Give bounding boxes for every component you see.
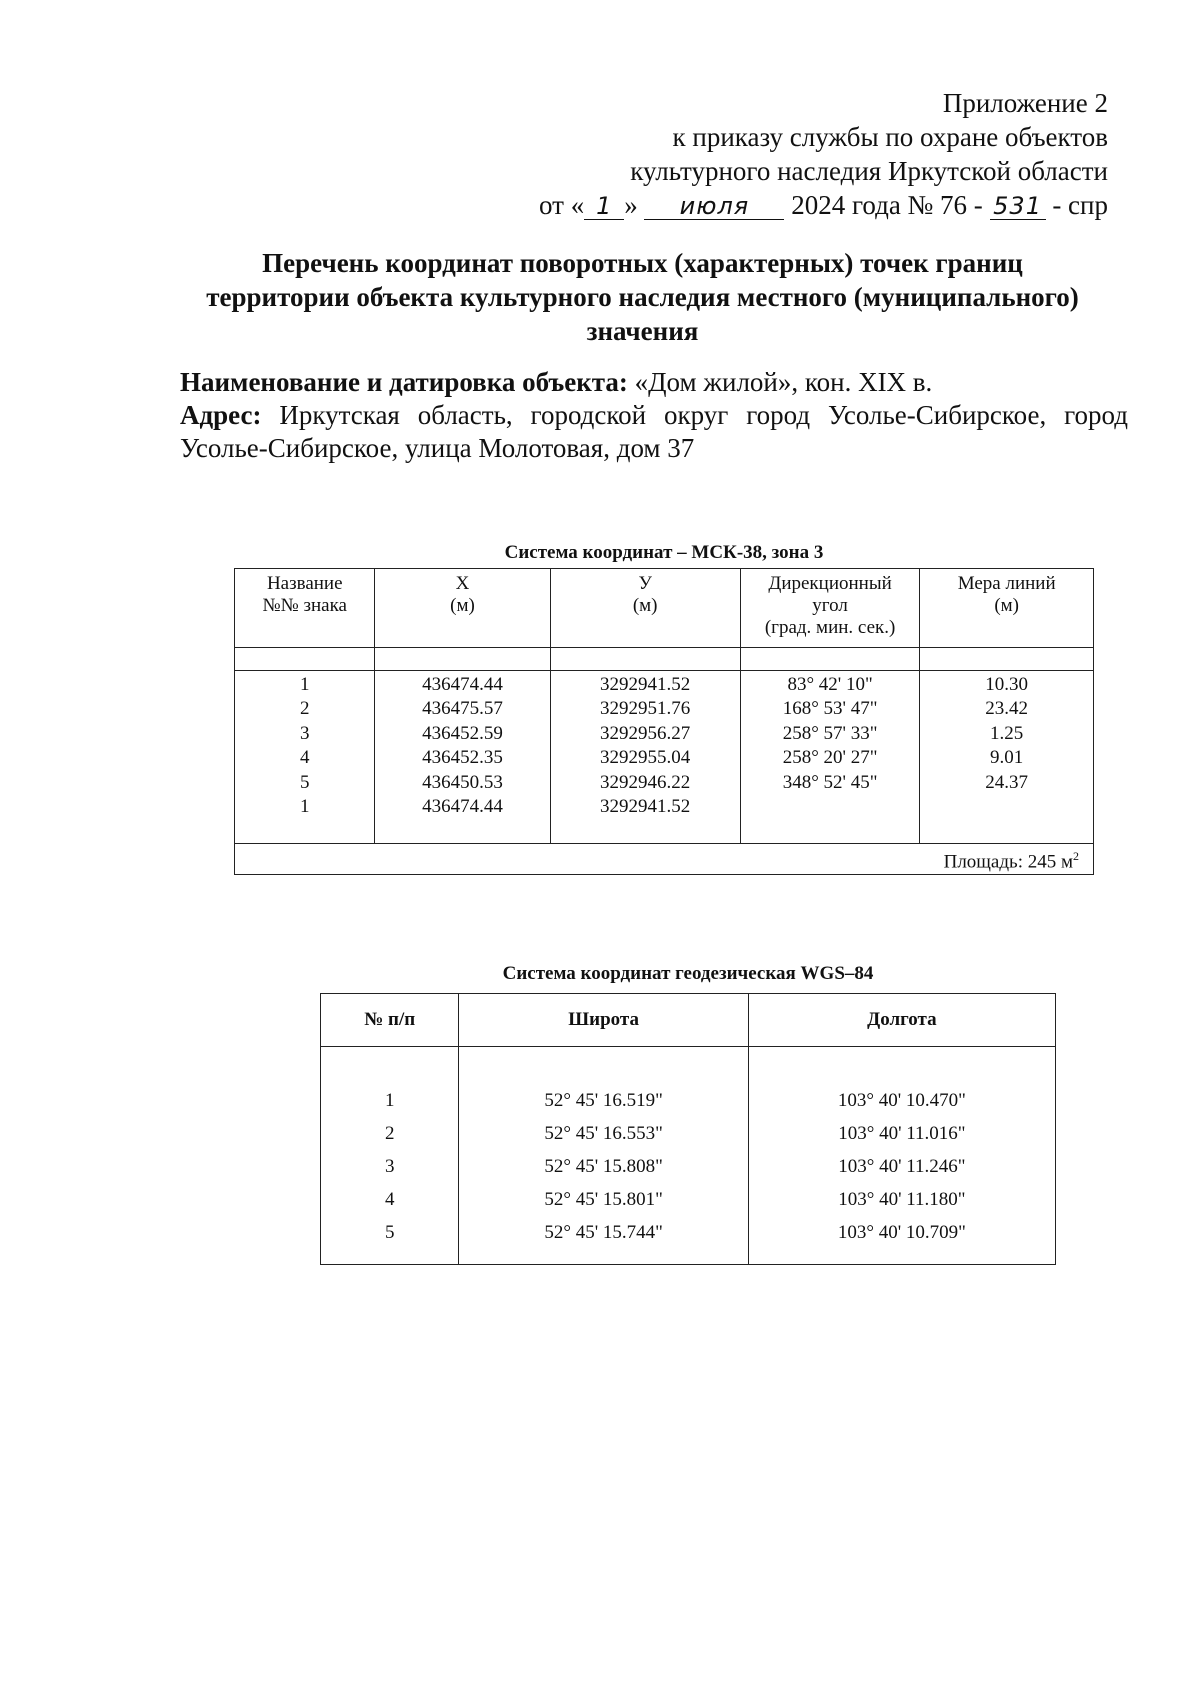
wgs84-coordinates-table: [320, 993, 1056, 1265]
title-line-2: территории объекта культурного наследия местного (муниципального): [206, 282, 1079, 312]
table-header-row: [321, 994, 1056, 1047]
header-direction-angle: Дирекционный угол (град. мин. сек.): [740, 569, 919, 648]
table-cell: 5: [384, 1222, 395, 1243]
table-cell: [745, 795, 915, 819]
handwritten-day: 1: [584, 193, 624, 220]
table-cell: 24.37: [985, 771, 1029, 793]
table-cell: 258° 20' 27": [782, 747, 878, 769]
table-cell: 3292941.52: [600, 674, 691, 695]
header-latitude: Широта: [459, 994, 748, 1047]
header-longitude: Долгота: [748, 994, 1055, 1047]
table-cell: 258° 57' 33": [782, 722, 878, 744]
table-cell: 103° 40' 11.180": [838, 1189, 966, 1210]
area-label: Площадь: 245 м: [943, 851, 1073, 873]
table-cell: 3292941.52: [600, 795, 691, 817]
table-cell: 83° 42' 10": [787, 674, 873, 695]
table-data-row: [235, 671, 1094, 844]
column-point-names: [235, 671, 375, 844]
document-title: [160, 246, 1125, 348]
handwritten-month: июля: [644, 193, 784, 220]
date-prefix: от «: [539, 190, 585, 220]
table-cell: 1: [384, 1090, 395, 1111]
handwritten-order-number: 531: [990, 193, 1046, 220]
appendix-label: Приложение 2: [942, 88, 1108, 118]
table-cell: 1: [299, 674, 310, 695]
table-cell: 3292946.22: [600, 771, 691, 793]
order-suffix: - спр: [1052, 190, 1108, 220]
table-cell: 436452.35: [422, 747, 503, 769]
table-cell: 436450.53: [422, 771, 503, 793]
object-name-label: Наименование и датировка объекта:: [180, 367, 628, 397]
column-measure-values: [920, 671, 1094, 844]
table-cell: 103° 40' 10.470": [837, 1090, 966, 1111]
table-cell: 52° 45' 16.519": [544, 1090, 663, 1111]
object-address: [180, 399, 1128, 465]
table-cell: 3292956.27: [600, 722, 691, 744]
table-cell: 52° 45' 15.801": [544, 1189, 663, 1210]
column-longitudes: [748, 1047, 1055, 1265]
object-name-value: «Дом жилой», кон. XIX в.: [634, 367, 933, 397]
table-data-row: [321, 1047, 1056, 1265]
header-y: У (м): [550, 569, 740, 648]
column-angle-values: [740, 671, 919, 844]
object-info: [180, 366, 1128, 465]
wgs84-table-caption: Система координат геодезическая WGS–84: [502, 963, 874, 984]
table-cell: 3292951.76: [600, 698, 691, 720]
column-x-values: [375, 671, 550, 844]
table-cell: 103° 40' 11.016": [838, 1123, 966, 1144]
date-mid: »: [624, 190, 638, 220]
table-cell: 436474.44: [422, 674, 503, 695]
table-cell: 348° 52' 45": [782, 771, 878, 793]
table-cell: 52° 45' 16.553": [544, 1123, 663, 1144]
date-year: 2024 года № 76 -: [791, 190, 983, 220]
table-cell: 2: [384, 1123, 395, 1144]
table-cell: 3292955.04: [600, 747, 691, 769]
order-reference-line-1: к приказу службы по охране объектов: [672, 122, 1108, 152]
table-cell: 436474.44: [422, 795, 503, 817]
table-cell: 1.25: [990, 722, 1024, 744]
msk38-table-caption: Система координат – МСК-38, зона 3: [504, 542, 824, 563]
table-cell: 4: [299, 747, 310, 769]
object-address-label: Адрес:: [180, 400, 262, 430]
table-cell: 103° 40' 11.246": [838, 1156, 966, 1177]
area-unit-superscript: 2: [1073, 849, 1079, 863]
table-cell: 10.30: [985, 674, 1029, 695]
column-y-values: [550, 671, 740, 844]
table-cell: 52° 45' 15.808": [544, 1156, 663, 1177]
table-blank-row: [235, 648, 1094, 671]
table-cell: 9.01: [990, 747, 1024, 769]
table-cell: 3: [384, 1156, 395, 1177]
area-total: [235, 844, 1094, 875]
header-x: Х (м): [375, 569, 550, 648]
object-address-value: Иркутская область, городской округ город Усолье-Сибирское, город Усолье-Сибирское, улица Молотовая, дом 37: [180, 400, 1128, 463]
column-numbers: [321, 1047, 459, 1265]
column-latitudes: [459, 1047, 748, 1265]
header-point-name: Название №№ знака: [235, 569, 375, 648]
header-line-measure: Мера линий (м): [920, 569, 1094, 648]
table-cell: [924, 795, 1089, 819]
table-cell: 52° 45' 15.744": [544, 1222, 663, 1243]
table-cell: 168° 53' 47": [782, 698, 878, 720]
table-cell: 103° 40' 10.709": [837, 1222, 966, 1243]
title-line-1: Перечень координат поворотных (характерных) точек границ: [262, 248, 1023, 278]
order-date-line: [539, 188, 1108, 222]
table-cell: 436475.57: [422, 698, 503, 720]
msk38-coordinates-table: [234, 568, 1094, 875]
appendix-header: [539, 86, 1108, 222]
table-header-row: [235, 569, 1094, 648]
object-name: [180, 366, 1128, 399]
table-cell: 3: [299, 722, 310, 744]
table-cell: 23.42: [985, 698, 1029, 720]
order-reference-line-2: культурного наследия Иркутской области: [630, 156, 1108, 186]
table-cell: 1: [299, 795, 310, 817]
table-cell: 436452.59: [422, 722, 503, 744]
table-cell: 4: [384, 1189, 395, 1210]
table-area-row: [235, 844, 1094, 875]
table-cell: 5: [299, 771, 310, 793]
header-number: № п/п: [321, 994, 459, 1047]
title-line-3: значения: [586, 316, 699, 346]
table-cell: 2: [299, 698, 310, 720]
